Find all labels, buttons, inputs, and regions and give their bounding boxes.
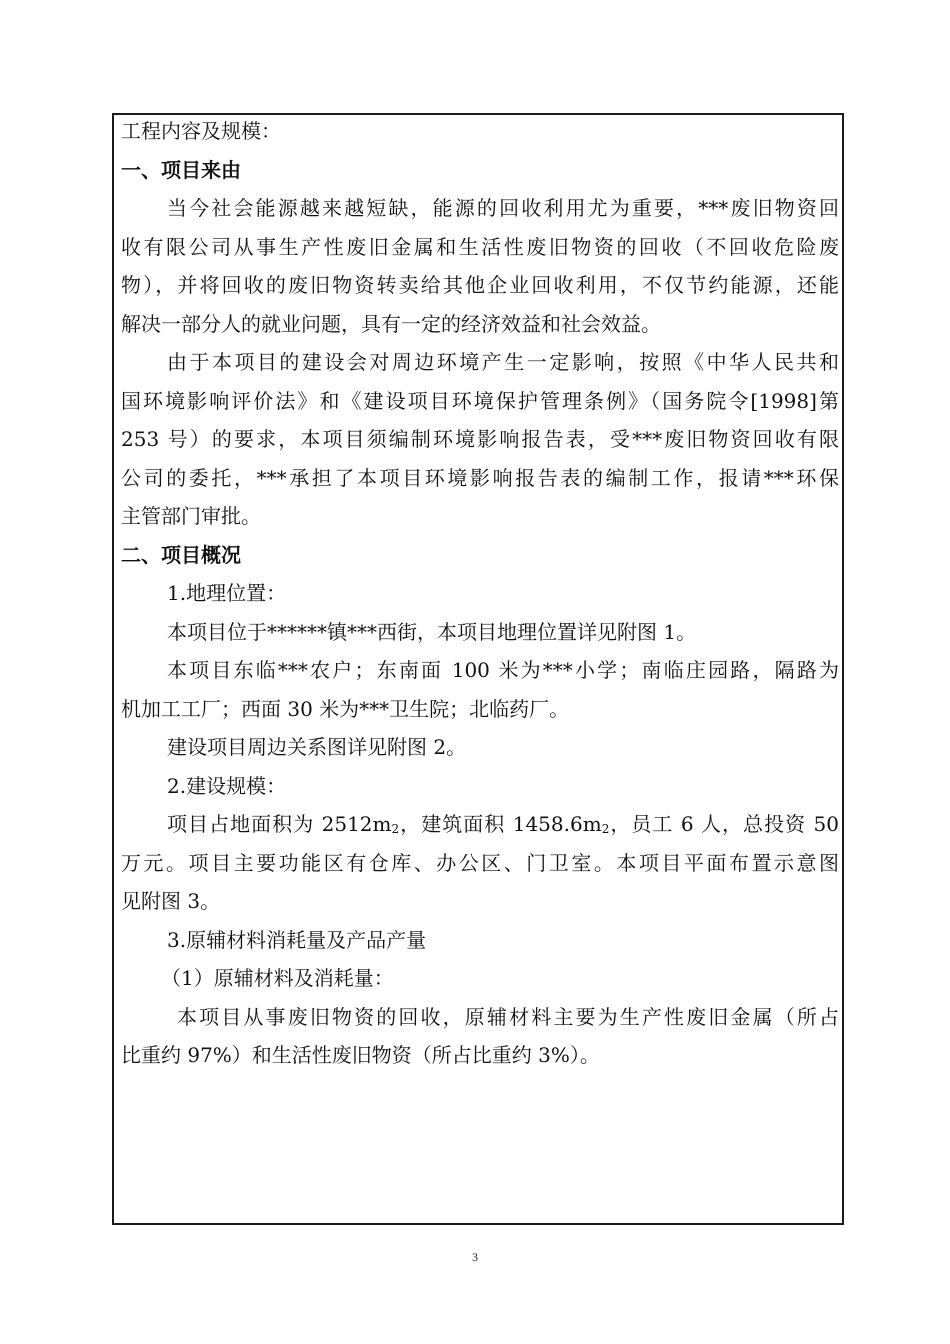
paragraph-line: 253 号）的要求，本项目须编制环境影响报告表，受***废旧物资回收有限 xyxy=(121,427,839,451)
paragraph-line: 当今社会能源越来越短缺，能源的回收利用尤为重要，***废旧物资回 xyxy=(167,196,839,220)
paragraph-line: 见附图 3。 xyxy=(121,889,221,913)
text-run: 项目占地面积为 2512m xyxy=(167,812,392,836)
subheading-location: 1.地理位置： xyxy=(167,581,287,605)
paragraph-line xyxy=(121,805,839,844)
text-run: ，建筑面积 1458.6m xyxy=(399,812,602,836)
paragraph-line: 本项目东临***农户；东南面 100 米为***小学；南临庄园路，隔路为 xyxy=(167,658,839,682)
superscript: 2 xyxy=(601,822,610,836)
paragraph-line: 本项目从事废旧物资的回收，原辅材料主要为生产性废旧金属（所占 xyxy=(177,1004,839,1029)
text-run: ，员工 6 人，总投资 50 xyxy=(609,812,839,836)
subheading-scale: 2.建设规模： xyxy=(167,773,287,798)
subheading-materials-consumption: （1）原辅材料及消耗量： xyxy=(161,966,394,990)
page-number: 3 xyxy=(472,1250,478,1264)
paragraph-line: 万元。项目主要功能区有仓库、办公区、门卫室。本项目平面布置示意图 xyxy=(121,850,839,875)
paragraph-line: 建设项目周边关系图详见附图 2。 xyxy=(167,735,467,759)
paragraph-line: 解决一部分人的就业问题，具有一定的经济效益和社会效益。 xyxy=(121,311,661,336)
paragraph-line: 公司的委托，***承担了本项目环境影响报告表的编制工作，报请***环保 xyxy=(121,465,839,490)
subheading-materials: 3.原辅材料消耗量及产品产量 xyxy=(167,927,427,952)
heading-project-origin: 一、项目来由 xyxy=(121,157,241,182)
paragraph-line: 由于本项目的建设会对周边环境产生一定影响，按照《中华人民共和 xyxy=(167,350,839,374)
paragraph-line: 主管部门审批。 xyxy=(121,504,261,528)
section-title: 工程内容及规模： xyxy=(121,119,281,143)
paragraph-line: 收有限公司从事生产性废旧金属和生活性废旧物资的回收（不回收危险废 xyxy=(121,234,839,259)
heading-project-overview: 二、项目概况 xyxy=(121,542,241,567)
paragraph-line: 物），并将回收的废旧物资转卖给其他企业回收利用，不仅节约能源，还能 xyxy=(121,273,839,297)
document-body xyxy=(121,112,839,1075)
paragraph-line: 机加工工厂；西面 30 米为***卫生院；北临药厂。 xyxy=(121,696,570,721)
paragraph-line: 本项目位于******镇***西街，本项目地理位置详见附图 1。 xyxy=(167,619,697,644)
superscript: 2 xyxy=(391,822,400,836)
paragraph-line: 比重约 97%）和生活性废旧物资（所占比重约 3%）。 xyxy=(121,1043,600,1067)
paragraph-line: 国环境影响评价法》和《建设项目环境保护管理条例》（国务院令[1998]第 xyxy=(121,388,839,413)
